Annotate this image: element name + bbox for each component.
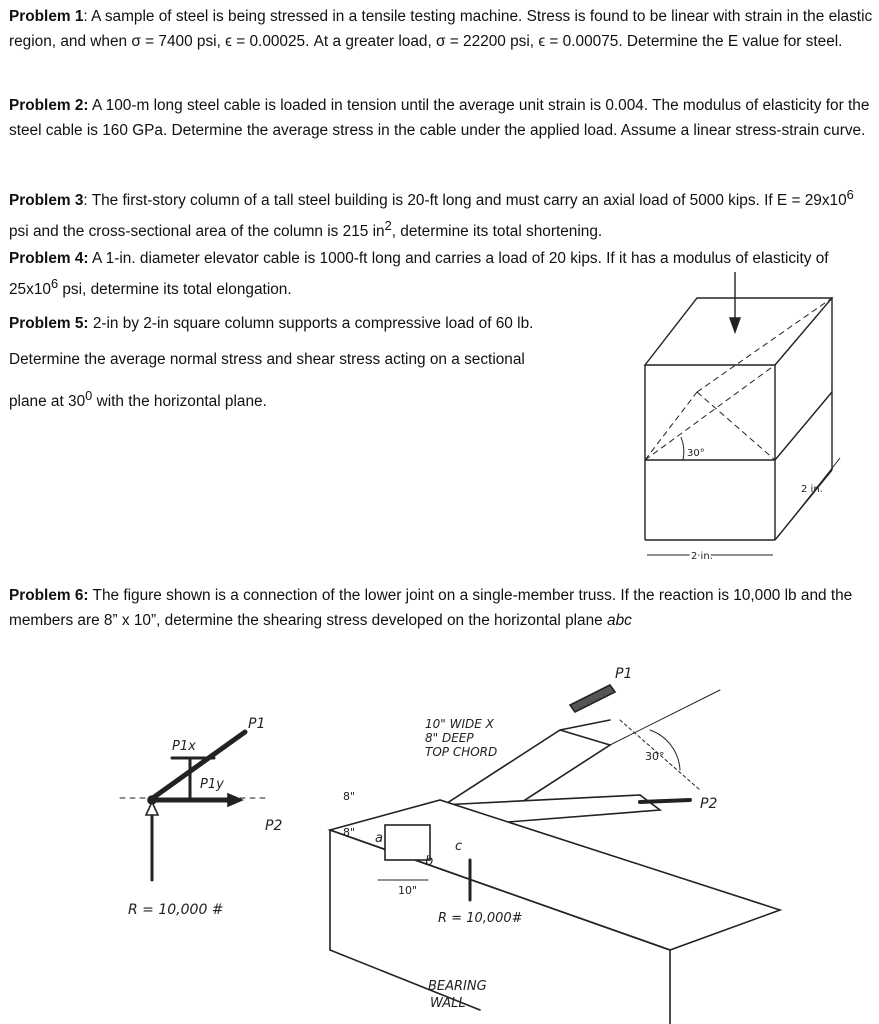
problem-3-sep: : bbox=[83, 192, 88, 210]
fbd-reaction-head bbox=[146, 802, 158, 815]
fbd-p1-arrow bbox=[150, 732, 245, 800]
problem-1-sep: : bbox=[83, 8, 88, 25]
problem-3-sup-b: 2 bbox=[384, 218, 392, 234]
point-c-label: c bbox=[455, 839, 463, 854]
point-b-label: b bbox=[425, 854, 434, 869]
fbd-p2-head bbox=[228, 794, 242, 806]
problem-1 bbox=[9, 4, 875, 54]
problem-5-line-1: 2-in by 2-in square column supports a compressive load of 60 lb. bbox=[92, 315, 534, 332]
p2-label-right: P2 bbox=[700, 796, 718, 812]
bearing-line-1: BEARING bbox=[428, 979, 487, 994]
p1-label-top: P1 bbox=[615, 666, 633, 682]
wall-top-face bbox=[330, 800, 780, 950]
reaction-center-label: R = 10,000# bbox=[438, 911, 523, 926]
problem-5-label: Problem 5: bbox=[9, 315, 89, 332]
problem-5-line-2: Determine the average normal stress and shear stress acting on a sectional bbox=[9, 351, 525, 368]
problem-3-text-b: psi and the cross-sectional area of the column is 215 in bbox=[9, 223, 385, 241]
problem-3-sup-a: 6 bbox=[846, 187, 854, 202]
chord-line-3: TOP CHORD bbox=[425, 745, 498, 759]
dim-8-label: 8" bbox=[343, 790, 356, 803]
problem-5-line-3a: plane at 30 bbox=[9, 393, 86, 411]
bearing-plate bbox=[385, 825, 430, 860]
problem-3-text-c: , determine its total shortening. bbox=[391, 223, 603, 241]
problem-2-text: A 100-m long steel cable is loaded in tension until the average unit strain is 0.004. The modulus of elasticity for the steel cable is 160 GPa. Determine the average stress in the cable under the applied load. Assume a linear stress-strain curve. bbox=[9, 97, 870, 139]
problem-4-text-a: A 1-in. diameter elevator cable is 1000-ft long and carries a load of 20 kips. If it has a modulus of elasticity of 25x10 bbox=[9, 250, 829, 299]
problem-2-label: Problem 2: bbox=[9, 97, 89, 114]
problem-1-text: A sample of steel is being stressed in a tensile testing machine. Stress is found to be linear with strain in the elastic region, and when σ = 7400 psi, ϵ = 0.00025. At a greater load, σ = 22200 psi, ϵ = 0.00075. Determine the E value for steel. bbox=[9, 8, 873, 50]
fbd-p1y-label: P1y bbox=[200, 777, 224, 792]
problem-5-line-3b: with the horizontal plane. bbox=[92, 393, 267, 411]
angle-arc bbox=[681, 437, 684, 460]
problem-4-label: Problem 4: bbox=[9, 250, 89, 267]
depth-label-5: 2 in. bbox=[801, 484, 823, 495]
problem-6-text: The figure shown is a connection of the lower joint on a single-member truss. If the reaction is 10,000 lb and the members are 8” x 10”, determine the shearing stress developed on the horizontal plane bbox=[9, 587, 853, 629]
fbd-p2-label: P2 bbox=[265, 818, 283, 834]
fbd-reaction-label: R = 10,000 # bbox=[128, 902, 224, 918]
width-label-5: 2 in. bbox=[691, 551, 713, 562]
problem-3-text-a: The first-story column of a tall steel building is 20-ft long and must carry an axial load of 5000 kips. If E = 29x10 bbox=[91, 192, 847, 210]
point-a-label: a bbox=[375, 831, 383, 846]
column-mid-side-line bbox=[775, 392, 832, 460]
top-chord-edge bbox=[560, 720, 610, 730]
problem-6-abc: abc bbox=[607, 612, 632, 629]
problem-4-sup: 6 bbox=[50, 276, 59, 291]
chord-line-1: 10" WIDE X bbox=[425, 717, 494, 731]
problem-5-sup: 0 bbox=[85, 388, 93, 403]
angle-label-5: 30° bbox=[687, 448, 705, 459]
angle-label-6: 30° bbox=[645, 750, 665, 763]
section-plane-top bbox=[697, 298, 832, 392]
problem-6-label: Problem 6: bbox=[9, 587, 89, 604]
chord-line-2: 8" DEEP bbox=[425, 731, 474, 745]
section-plane-right bbox=[697, 392, 775, 460]
dim-10-label: 10" bbox=[398, 884, 418, 897]
problem-4-text-b: psi, determine its total elongation. bbox=[58, 281, 292, 299]
problem-3-label: Problem 3 bbox=[9, 192, 84, 210]
p2-arrow bbox=[640, 800, 690, 802]
problem-5 bbox=[9, 311, 629, 414]
problem-6-figure bbox=[0, 650, 879, 1024]
dim-8b-label: 8" bbox=[343, 826, 356, 839]
section-plane-front bbox=[645, 365, 775, 460]
problem-5-figure bbox=[635, 270, 850, 570]
top-chord-centerline bbox=[610, 690, 720, 745]
bearing-line-2: WALL bbox=[430, 996, 466, 1011]
p1-arrow bbox=[570, 685, 615, 712]
problem-2 bbox=[9, 93, 875, 143]
problem-3 bbox=[9, 182, 875, 244]
problem-1-label: Problem 1 bbox=[9, 8, 84, 25]
fbd-p1x-label: P1x bbox=[172, 739, 196, 754]
fbd-p1-label: P1 bbox=[248, 716, 266, 732]
load-arrow-head bbox=[730, 318, 740, 332]
problem-6 bbox=[9, 583, 875, 633]
